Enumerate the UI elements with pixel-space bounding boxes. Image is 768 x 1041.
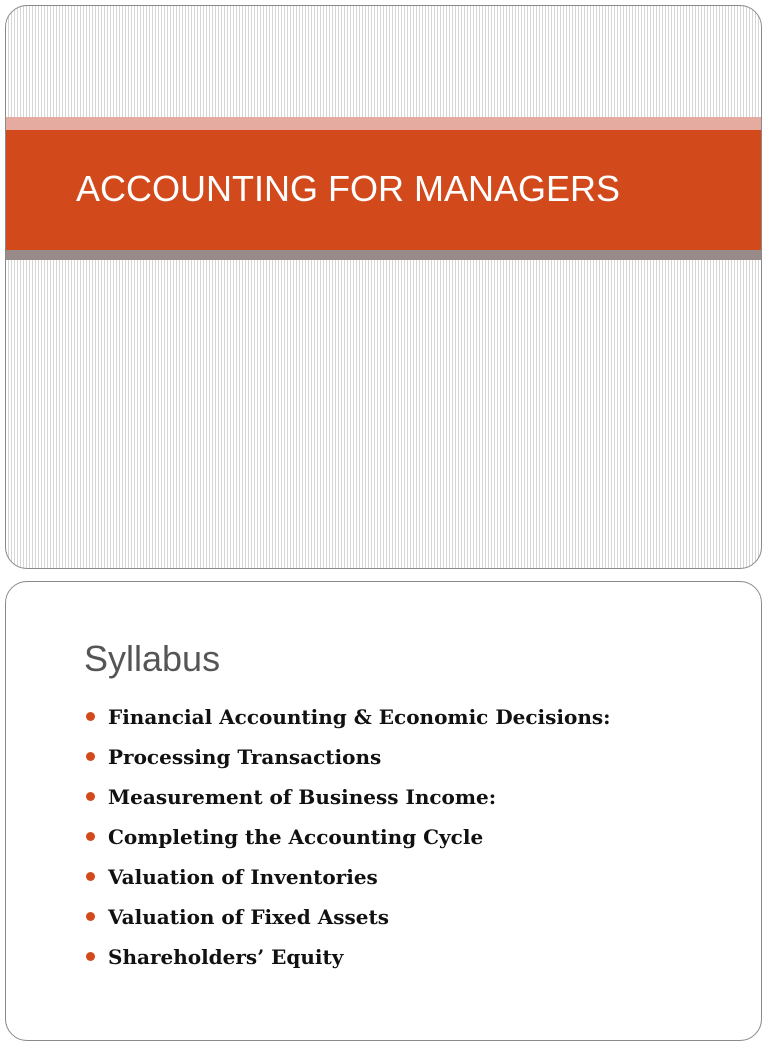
list-item-label: Completing the Accounting Cycle: [108, 825, 484, 849]
syllabus-heading: Syllabus: [84, 638, 221, 679]
title-slide: [5, 5, 762, 569]
syllabus-slide: [5, 581, 762, 1041]
list-item-label: Financial Accounting & Economic Decisions:: [108, 705, 611, 729]
list-item: [86, 823, 611, 863]
slide-title: ACCOUNTING FOR MANAGERS: [76, 168, 621, 209]
list-item-label: Valuation of Fixed Assets: [108, 905, 389, 929]
bullet-icon: [86, 912, 95, 921]
list-item: [86, 943, 611, 983]
title-band-top-stripe: [6, 117, 761, 130]
bullet-icon: [86, 712, 95, 721]
list-item: [86, 783, 611, 823]
list-item: [86, 703, 611, 743]
syllabus-list: [86, 703, 611, 983]
title-band-bottom-stripe: [6, 250, 761, 260]
list-item: [86, 743, 611, 783]
list-item-label: Measurement of Business Income:: [108, 785, 497, 809]
bullet-icon: [86, 752, 95, 761]
list-item-label: Processing Transactions: [108, 745, 382, 769]
list-item: [86, 903, 611, 943]
list-item-label: Valuation of Inventories: [108, 865, 378, 889]
bullet-icon: [86, 832, 95, 841]
list-item: [86, 863, 611, 903]
bullet-icon: [86, 952, 95, 961]
list-item-label: Shareholders’ Equity: [108, 945, 344, 969]
bullet-icon: [86, 872, 95, 881]
bullet-icon: [86, 792, 95, 801]
